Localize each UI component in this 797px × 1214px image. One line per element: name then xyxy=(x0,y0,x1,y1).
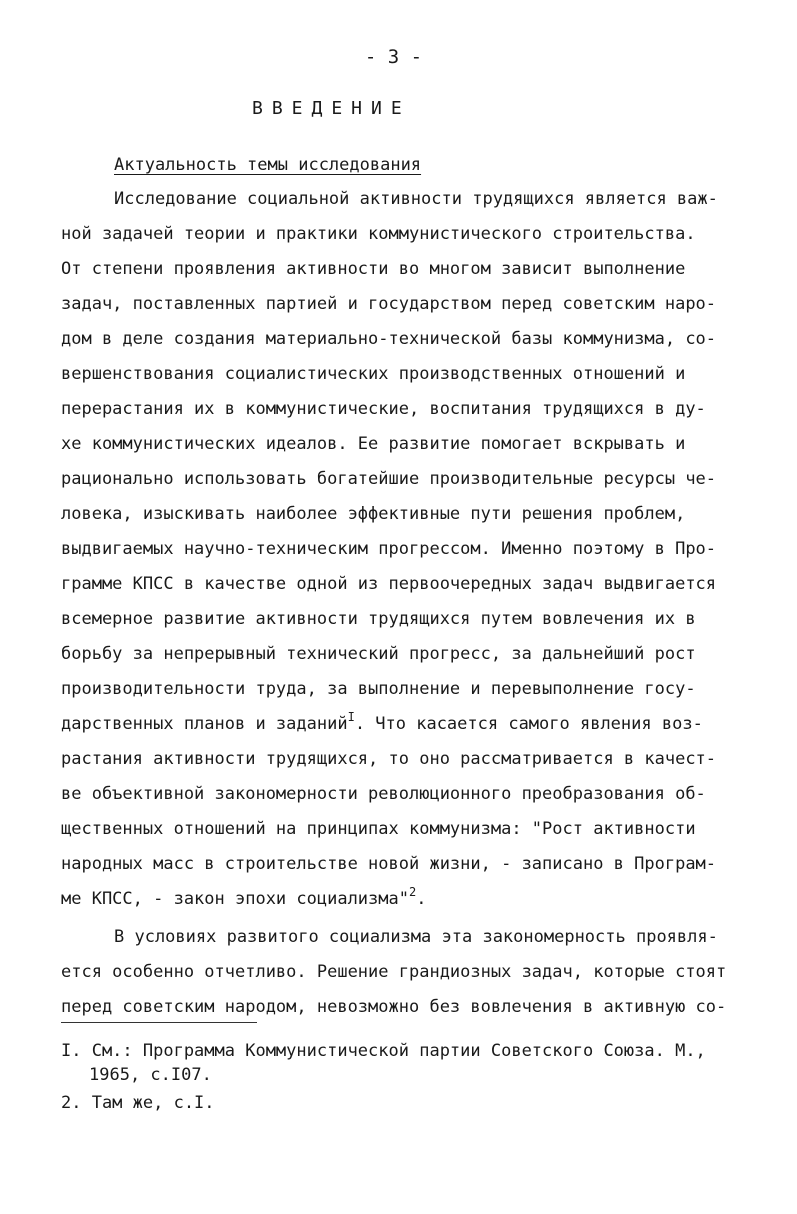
body-line: хе коммунистических идеалов. Ее развитие помогает вскрывать и xyxy=(61,434,686,454)
body-line: рационально использовать богатейшие производительные ресурсы че- xyxy=(61,469,717,489)
body-line: ной задачей теории и практики коммунистического строительства. xyxy=(61,224,696,244)
body-line: Исследование социальной активности трудящихся является важ- xyxy=(114,189,718,209)
body-text: дарственных планов и заданий xyxy=(61,714,348,734)
body-line: ве объективной закономерности революционного преобразования об- xyxy=(61,784,706,804)
body-line: От степени проявления активности во многом зависит выполнение xyxy=(61,259,686,279)
body-text: ме КПСС, - закон эпохи социализма" xyxy=(61,889,409,909)
body-line: выдвигаемых научно-техническим прогрессом. Именно поэтому в Про- xyxy=(61,539,717,559)
body-line: всемерное развитие активности трудящихся путем вовлечения их в xyxy=(61,609,696,629)
footnote-divider xyxy=(61,1022,257,1023)
footnote: I. См.: Программа Коммунистической партии Советского Союза. М., xyxy=(61,1041,706,1061)
footnote: 2. Там же, с.I. xyxy=(61,1093,215,1113)
section-subheading: Актуальность темы исследования xyxy=(114,155,422,175)
body-line: народных масс в строительстве новой жизни, - записано в Програм- xyxy=(61,854,717,874)
body-line: перерастания их в коммунистические, воспитания трудящихся в ду- xyxy=(61,399,706,419)
body-line: производительности труда, за выполнение и перевыполнение госу- xyxy=(61,679,696,699)
body-line: грамме КПСС в качестве одной из первоочередных задач выдвигается xyxy=(61,574,717,594)
body-line: дом в деле создания материально-технической базы коммунизма, со- xyxy=(61,329,717,349)
body-line xyxy=(61,710,703,736)
body-line: ловека, изыскивать наиболее эффективные пути решения проблем, xyxy=(61,504,686,524)
page-title: ВВЕДЕНИЕ xyxy=(252,98,411,119)
body-line: перед советским народом, невозможно без вовлечения в активную со- xyxy=(61,997,727,1017)
footnote-ref: I xyxy=(347,710,355,724)
body-line: ется особенно отчетливо. Решение грандиозных задач, которые стоят xyxy=(61,962,727,982)
footnote-ref: 2 xyxy=(409,885,417,899)
body-line: щественных отношений на принципах коммунизма: "Рост активности xyxy=(61,819,696,839)
body-line: задач, поставленных партией и государством перед советским наро- xyxy=(61,294,717,314)
body-text: . xyxy=(416,889,427,909)
page-number: - 3 - xyxy=(364,46,423,68)
body-line: борьбу за непрерывный технический прогресс, за дальнейший рост xyxy=(61,644,696,664)
footnote: 1965, с.I07. xyxy=(89,1065,212,1085)
body-line xyxy=(61,885,427,911)
body-line: вершенствования социалистических производственных отношений и xyxy=(61,364,686,384)
body-line: В условиях развитого социализма эта закономерность проявля- xyxy=(114,927,718,947)
body-line: растания активности трудящихся, то оно рассматривается в качест- xyxy=(61,749,717,769)
body-text: . Что касается самого явления воз- xyxy=(354,714,703,734)
